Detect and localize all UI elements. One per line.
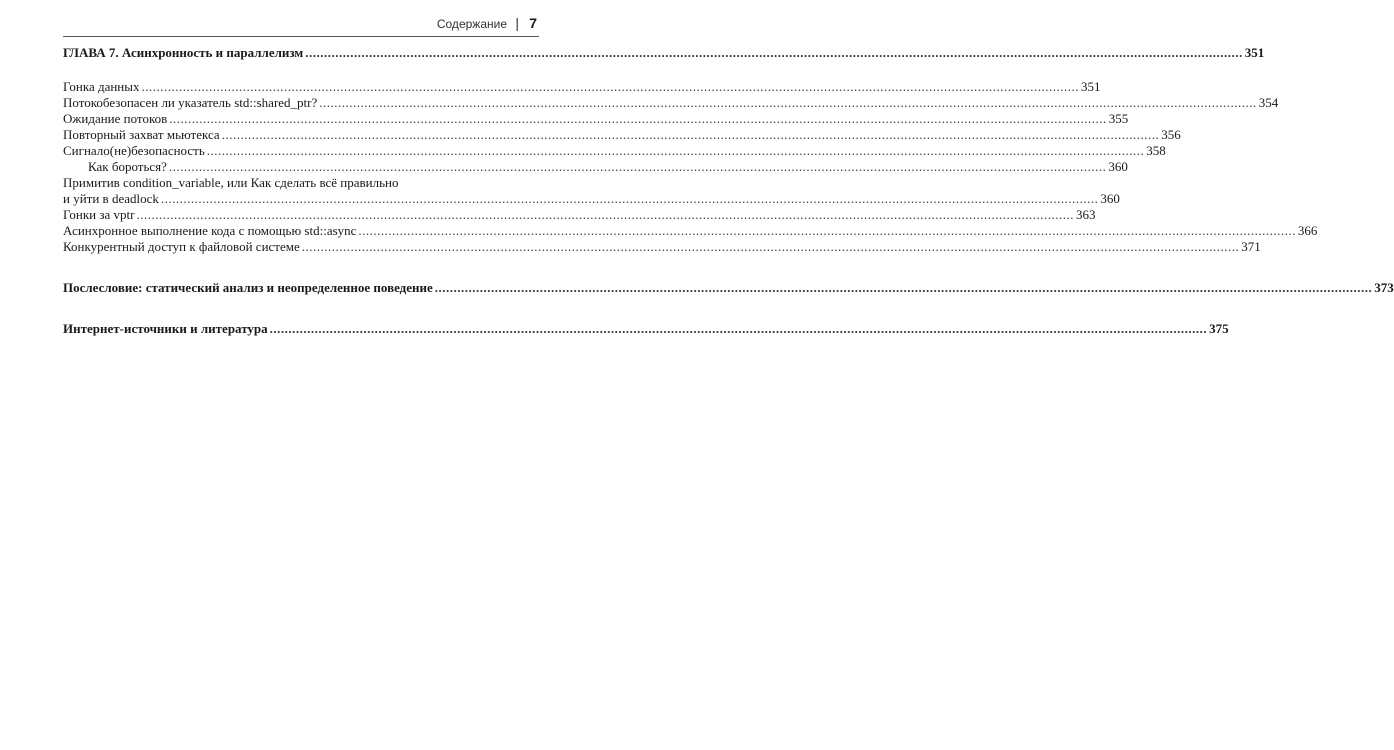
running-header-section: Содержание	[436, 17, 507, 31]
toc-entry-title-line2: и уйти в deadlock	[63, 191, 159, 206]
toc-leader-dots: ..........................................................................................................................................................................................................................................................	[206, 143, 1145, 158]
toc-entry-title: Сигнало(не)безопасность	[63, 143, 205, 158]
toc-subentry[interactable]	[63, 159, 1128, 175]
toc-entry-page: 354	[1258, 95, 1279, 110]
toc-entry-page: 358	[1146, 143, 1166, 158]
toc-entry-title: Повторный захват мьютекса	[63, 127, 220, 142]
toc-entry[interactable]	[63, 207, 1096, 223]
toc-entry-title: ГЛАВА 7. Асинхронность и параллелизм	[63, 45, 304, 60]
toc-leader-dots: ..........................................................................................................................................................................................................................................................	[358, 223, 1296, 238]
toc-entry-page: 351	[1081, 79, 1101, 94]
toc-entry-page: 371	[1241, 239, 1261, 254]
toc-entry-page: 360	[1108, 159, 1128, 174]
toc-entry[interactable]	[63, 79, 1101, 95]
toc-entry-page: 356	[1161, 127, 1181, 142]
toc-leader-dots: ..........................................................................................................................................................................................................................................................	[269, 321, 1208, 336]
toc-leader-dots: ..........................................................................................................................................................................................................................................................	[136, 207, 1074, 222]
toc-entry-page: 363	[1075, 207, 1096, 222]
toc-entry-page: 373	[1374, 280, 1394, 295]
toc-entry-title: Гонки за vptr	[63, 207, 135, 222]
toc-entry-page: 375	[1209, 321, 1229, 336]
toc-entry-page: 355	[1108, 111, 1129, 126]
toc-leader-dots: ..........................................................................................................................................................................................................................................................	[169, 111, 1107, 126]
toc-leader-dots: ..........................................................................................................................................................................................................................................................	[168, 159, 1107, 174]
toc-entry[interactable]	[63, 239, 1261, 255]
toc-entry[interactable]	[63, 143, 1166, 159]
toc-leader-dots: ..........................................................................................................................................................................................................................................................	[160, 191, 1099, 206]
table-of-contents	[63, 45, 1394, 337]
toc-entry-title: Асинхронное выполнение кода с помощью std::async	[63, 223, 357, 238]
header-rule	[63, 36, 539, 37]
running-header	[63, 15, 539, 35]
page-number: 7	[529, 15, 537, 31]
toc-leader-dots: ..........................................................................................................................................................................................................................................................	[434, 280, 1373, 295]
toc-leader-dots: ..........................................................................................................................................................................................................................................................	[301, 239, 1240, 254]
toc-entry[interactable]	[63, 95, 1279, 111]
toc-references[interactable]	[63, 321, 1229, 337]
toc-leader-dots: ..........................................................................................................................................................................................................................................................	[221, 127, 1160, 142]
toc-entry-title: Ожидание потоков	[63, 111, 168, 126]
toc-leader-dots: ..........................................................................................................................................................................................................................................................	[141, 79, 1080, 94]
toc-entry-title: Послесловие: статический анализ и неопределенное поведение	[63, 280, 433, 295]
toc-entry-page: 366	[1297, 223, 1318, 238]
toc-entry-page: 360	[1100, 191, 1120, 206]
toc-entry-title: Конкурентный доступ к файловой системе	[63, 239, 300, 254]
toc-leader-dots: ..........................................................................................................................................................................................................................................................	[305, 45, 1243, 60]
toc-leader-dots: ..........................................................................................................................................................................................................................................................	[319, 95, 1257, 110]
toc-entry-title-line1[interactable]: Примитив condition_variable, или Как сделать всё правильно	[63, 175, 399, 190]
toc-entry[interactable]	[63, 127, 1181, 143]
toc-entry[interactable]	[63, 191, 1120, 207]
running-header-separator: |	[515, 15, 519, 31]
toc-entry-title: Потокобезопасен ли указатель std::shared_ptr?	[63, 95, 318, 110]
toc-entry-title: Как бороться?	[88, 159, 167, 174]
toc-entry-page: 351	[1244, 45, 1265, 60]
toc-afterword[interactable]	[63, 280, 1394, 296]
toc-entry[interactable]	[63, 111, 1129, 127]
toc-entry-title: Интернет-источники и литература	[63, 321, 268, 336]
toc-chapter-7[interactable]	[63, 45, 1265, 61]
toc-entry-title: Гонка данных	[63, 79, 140, 94]
toc-entry[interactable]	[63, 223, 1318, 239]
